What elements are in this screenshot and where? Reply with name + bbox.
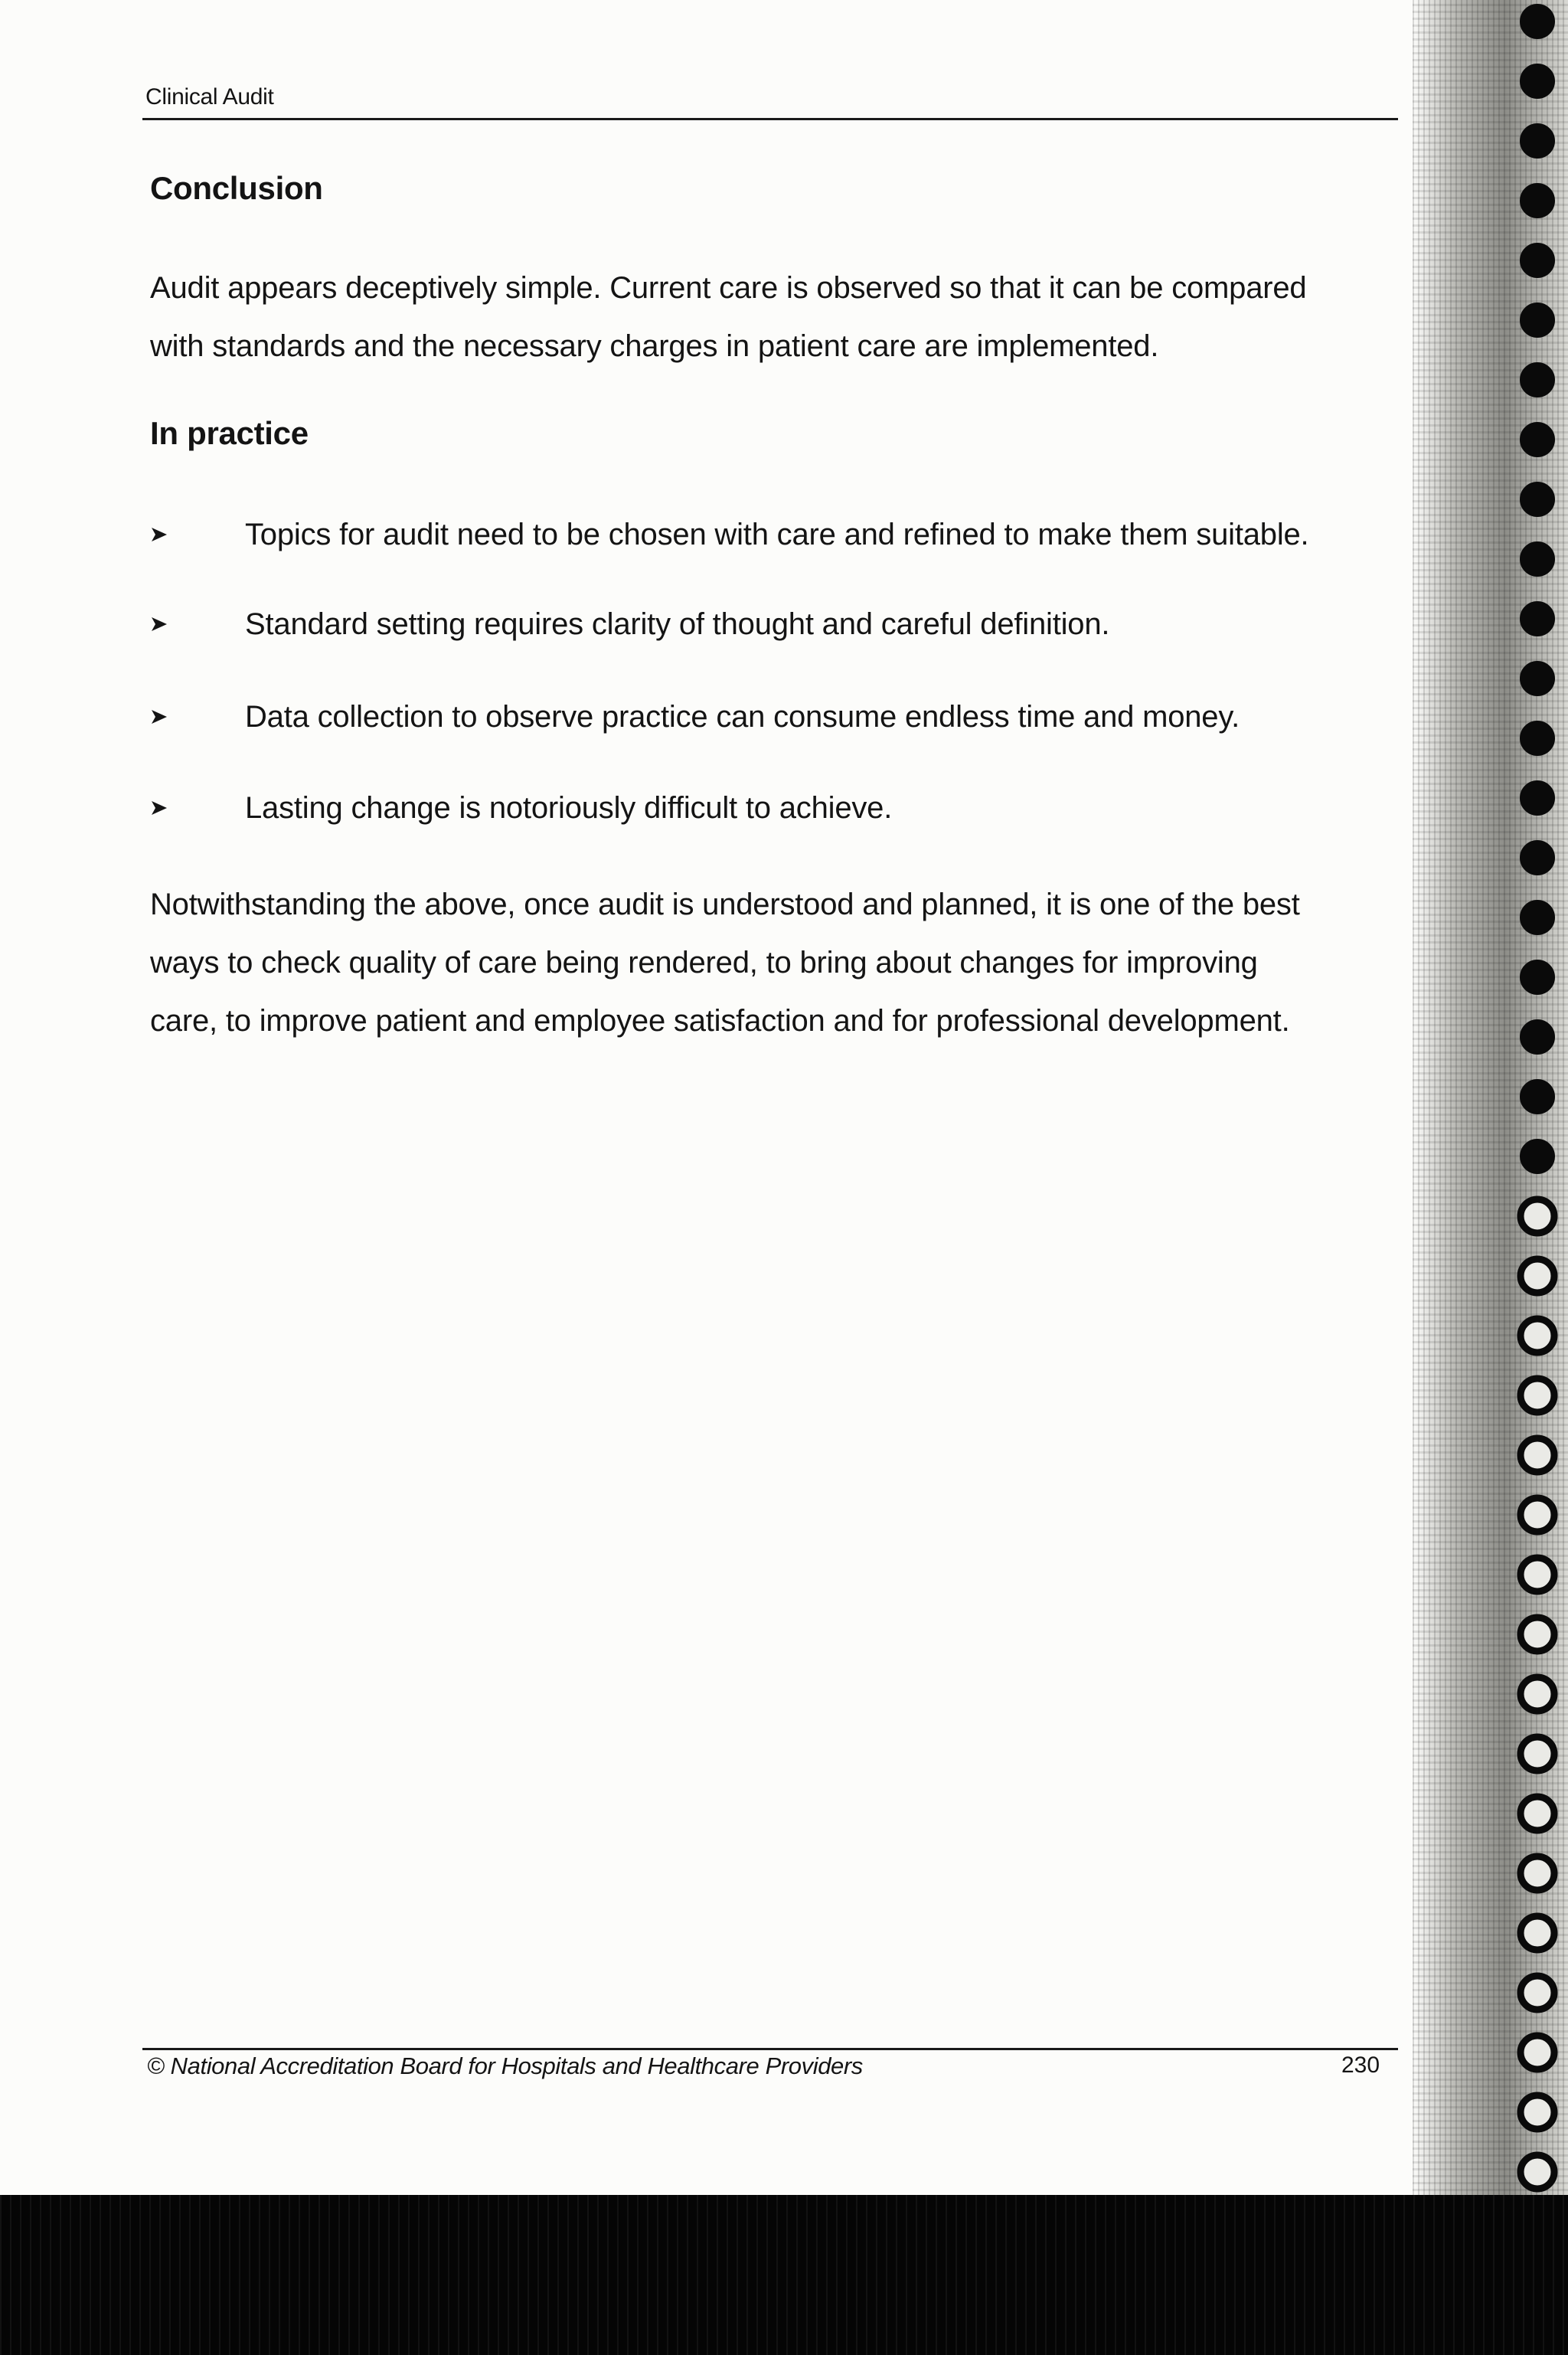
binding-hole-icon <box>1521 423 1554 456</box>
closing-line: Notwithstanding the above, once audit is understood and planned, it is one of the best <box>150 888 1300 921</box>
binding-hole-icon <box>1521 1856 1554 1890</box>
arrowhead-bullet-icon <box>150 708 181 726</box>
bullet-text: Topics for audit need to be chosen with care and refined to make them suitable. <box>245 517 1309 551</box>
binding-hole-icon <box>1521 1976 1554 2010</box>
binding-hole-icon <box>1521 721 1554 755</box>
binding-hole-icon <box>1521 2036 1554 2069</box>
page-number: 230 <box>1341 2052 1380 2078</box>
closing-line: ways to check quality of care being rendered, to bring about changes for improving <box>150 946 1258 980</box>
binding-hole-icon <box>1521 1259 1554 1293</box>
binding-hole-icon <box>1521 124 1554 158</box>
binding-hole-icon <box>1521 2095 1554 2129</box>
arrowhead-bullet-icon <box>150 615 181 633</box>
binding-hole-icon <box>1521 1379 1554 1412</box>
conclusion-heading: Conclusion <box>150 170 323 206</box>
scan-dark-band <box>0 2195 1568 2355</box>
binding-hole-icon <box>1521 1617 1554 1651</box>
binding-hole-icon <box>1521 1020 1554 1054</box>
binding-hole-icon <box>1521 1797 1554 1830</box>
binding-hole-icon <box>1521 960 1554 994</box>
binding-hole-icon <box>1521 363 1554 397</box>
binding-hole-icon <box>1521 244 1554 277</box>
bullet-text: Standard setting requires clarity of thought and careful definition. <box>245 607 1110 641</box>
binding-hole-icon <box>1521 662 1554 695</box>
closing-line: care, to improve patient and employee satisfaction and for professional development. <box>150 1004 1290 1038</box>
bullet-item <box>150 785 892 831</box>
binding-hole-icon <box>1521 781 1554 815</box>
bullet-text: Lasting change is notoriously difficult to achieve. <box>245 790 893 825</box>
bullet-text: Data collection to observe practice can consume endless time and money. <box>245 699 1240 734</box>
conclusion-paragraph <box>150 259 1398 375</box>
binding-hole-icon <box>1521 5 1554 38</box>
bullet-item <box>150 694 1240 740</box>
bullet-item <box>150 512 1308 558</box>
binding-hole-icon <box>1521 1916 1554 1950</box>
in-practice-heading: In practice <box>150 415 309 451</box>
binding-hole-icon <box>1521 1140 1554 1173</box>
binding-hole-icon <box>1521 303 1554 337</box>
binding-hole-icon <box>1521 1498 1554 1532</box>
header-rule <box>142 118 1398 120</box>
conclusion-line: with standards and the necessary charges in patient care are implemented. <box>150 329 1159 363</box>
binding-hole-icon <box>1521 184 1554 218</box>
binding-hole-icon <box>1521 1199 1554 1233</box>
footer-copyright: © National Accreditation Board for Hospitals and Healthcare Providers <box>147 2052 863 2079</box>
arrowhead-bullet-icon <box>150 799 181 817</box>
running-header: Clinical Audit <box>145 84 274 110</box>
closing-paragraph <box>150 875 1398 1050</box>
binding-hole-icon <box>1521 2155 1554 2189</box>
binding-hole-icon <box>1521 602 1554 636</box>
binding-hole-icon <box>1521 901 1554 934</box>
binding-hole-icon <box>1521 1438 1554 1472</box>
binding-hole-icon <box>1521 841 1554 875</box>
binding-hole-icon <box>1521 64 1554 98</box>
binding-hole-icon <box>1521 1737 1554 1771</box>
binding-hole-icon <box>1521 482 1554 516</box>
binding-hole-icon <box>1521 1677 1554 1711</box>
binding-hole-icon <box>1521 1080 1554 1114</box>
spiral-binding-holes <box>1501 0 1568 2198</box>
arrowhead-bullet-icon <box>150 525 181 544</box>
footer-rule <box>142 2048 1398 2050</box>
binding-hole-icon <box>1521 1319 1554 1352</box>
binding-hole-icon <box>1521 542 1554 576</box>
binding-hole-icon <box>1521 1558 1554 1591</box>
conclusion-line: Audit appears deceptively simple. Current care is observed so that it can be compared <box>150 271 1307 305</box>
bullet-item <box>150 601 1109 647</box>
